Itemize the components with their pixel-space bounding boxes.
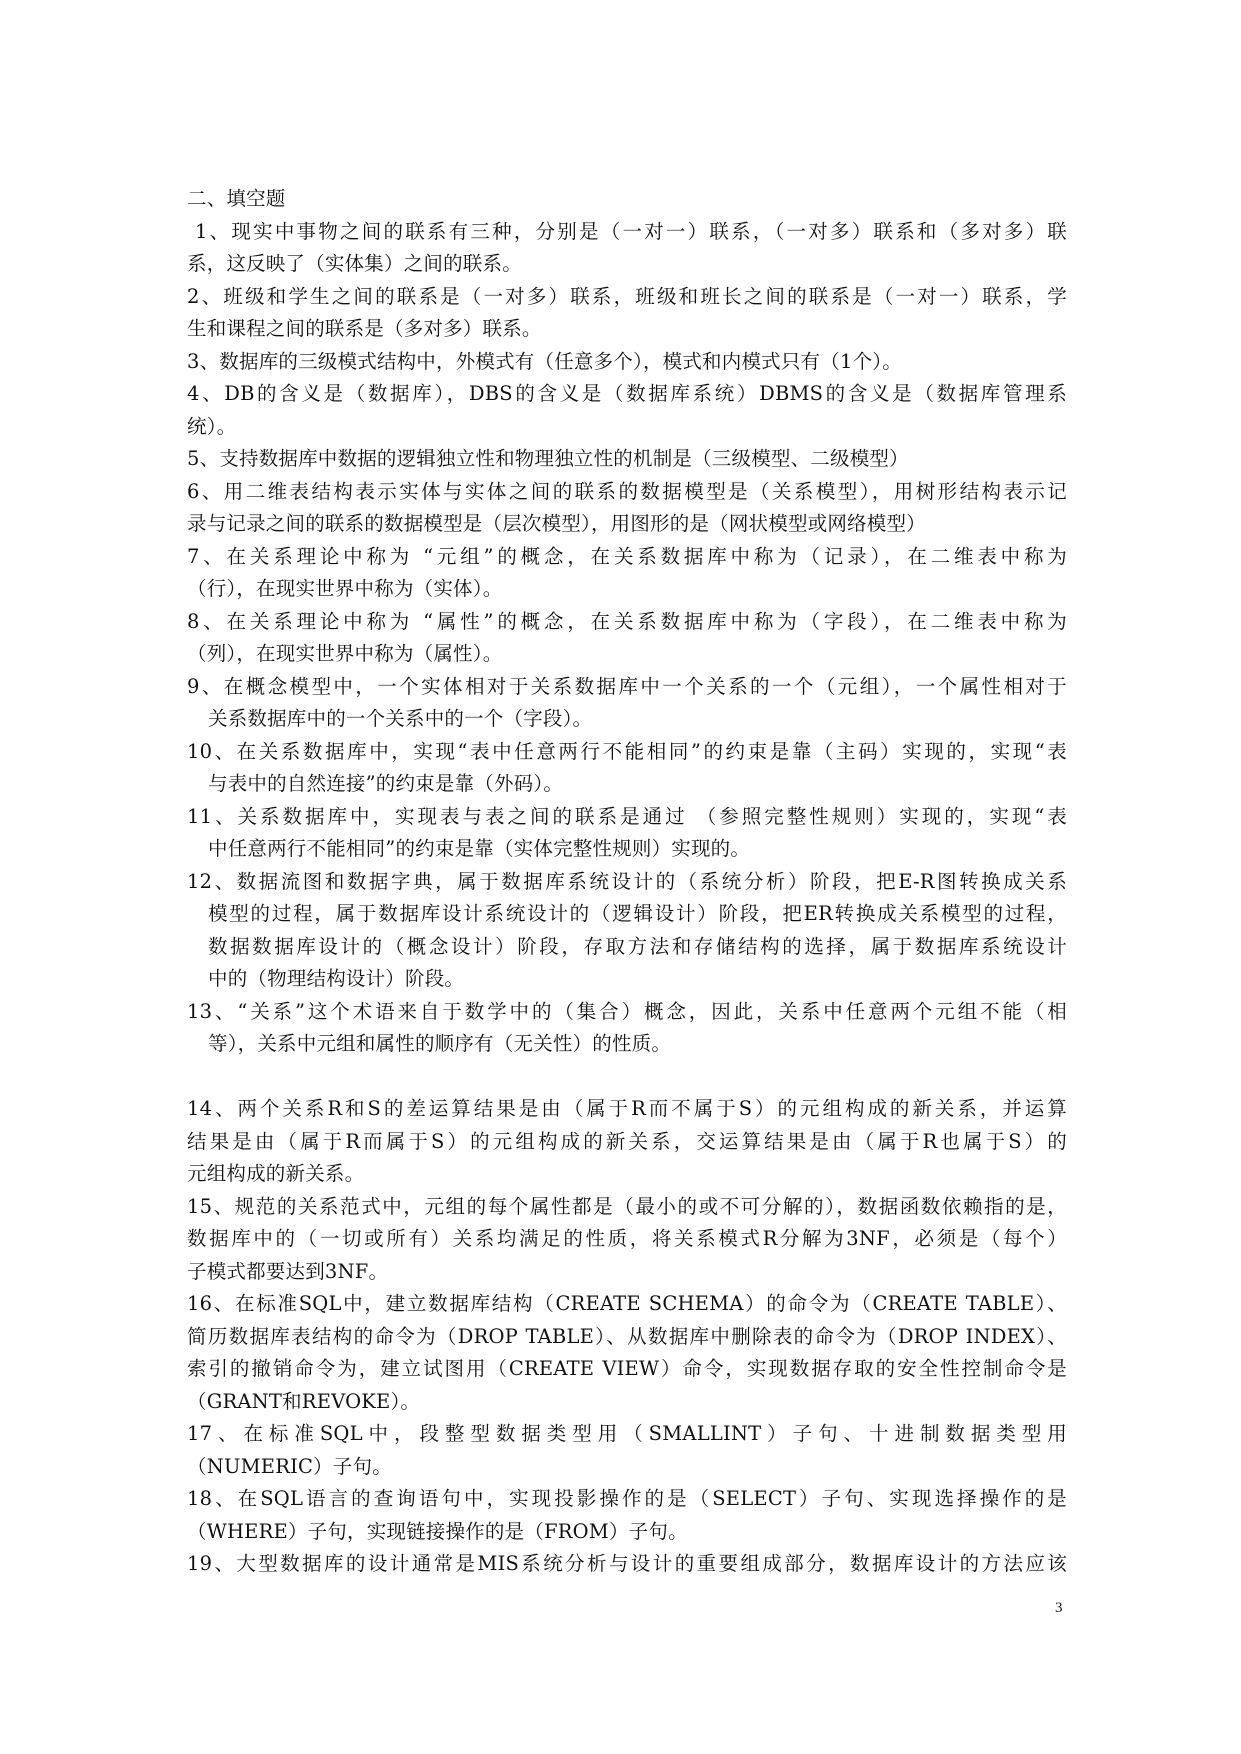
text-line: 1、现实中事物之间的联系有三种，分别是（一对一）联系，（一对多）联系和（多对多）联 (195, 219, 1067, 243)
text-line: （WHERE）子句，实现链接操作的是（FROM）子句。 (187, 1519, 688, 1543)
text-line: （GRANT和REVOKE）。 (187, 1389, 421, 1413)
text-line: 12、数据流图和数据字典，属于数据库系统设计的（系统分析）阶段，把E-R图转换成关系 (187, 869, 1067, 893)
text-line: 7、在关系理论中称为 “元组”的概念，在关系数据库中称为（记录），在二维表中称为 (187, 544, 1067, 568)
text-line: （行），在现实世界中称为（实体）。 (187, 577, 503, 600)
text-line: 10、在关系数据库中，实现“表中任意两行不能相同”的约束是靠（主码）实现的，实现“表 (187, 739, 1067, 763)
text-line: （列），在现实世界中称为（属性）。 (187, 642, 503, 665)
text-line: 等），关系中元组和属性的顺序有（无关性）的性质。 (208, 1032, 672, 1055)
text-line: 11、关系数据库中，实现表与表之间的联系是通过 （参照完整性规则）实现的，实现“表 (187, 804, 1067, 828)
text-line: 元组构成的新关系。 (187, 1162, 365, 1185)
text-line: 18、在SQL语言的查询语句中，实现投影操作的是（SELECT）子句、实现选择操作的是 (187, 1487, 1067, 1510)
text-line: 14、两个关系R和S的差运算结果是由（属于R而不属于S）的元组构成的新关系，并运算 (187, 1097, 1067, 1120)
text-line: 统）。 (187, 414, 237, 438)
text-line: 关系数据库中的一个关系中的一个（字段）。 (208, 707, 593, 730)
text-line: 系，这反映了（实体集）之间的联系。 (187, 252, 522, 275)
text-line: 数据数据库设计的（概念设计）阶段，存取方法和存储结构的选择，属于数据库系统设计 (208, 934, 1067, 958)
text-line: 与表中的自然连接”的约束是靠（外码）。 (208, 772, 564, 795)
section-heading: 二、填空题 (187, 187, 286, 210)
text-line: 8、在关系理论中称为 “属性”的概念，在关系数据库中称为（字段），在二维表中称为 (187, 609, 1067, 633)
text-line: 子模式都要达到3NF。 (187, 1259, 389, 1283)
text-line: 结果是由（属于R而属于S）的元组构成的新关系，交运算结果是由（属于R也属于S）的 (187, 1129, 1067, 1153)
text-line: 9、在概念模型中，一个实体相对于关系数据库中一个关系的一个（元组），一个属性相对于 (187, 674, 1067, 698)
text-line: 索引的撤销命令为，建立试图用（CREATE VIEW）命令，实现数据存取的安全性控制命令是 (187, 1357, 1067, 1380)
document-body (187, 183, 1067, 1581)
text-line: 数据库中的（一切或所有）关系均满足的性质，将关系模式R分解为3NF，必须是（每个） (187, 1227, 1067, 1250)
text-line: 5、支持数据库中数据的逻辑独立性和物理独立性的机制是（三级模型、二级模型） (187, 447, 909, 470)
text-line: （NUMERIC）子句。 (187, 1454, 392, 1478)
page-number: 3 (1055, 1600, 1063, 1616)
paragraph-gap (187, 1061, 1067, 1094)
text-line: 16、在标准SQL中，建立数据库结构（CREATE SCHEMA）的命令为（CREATE TABLE）、 (187, 1292, 1067, 1315)
text-line: 中的（物理结构设计）阶段。 (208, 967, 465, 990)
text-line: 17、在标准SQL中，段整型数据类型用（SMALLINT）子句、十进制数据类型用 (187, 1422, 1067, 1445)
text-line: 3、数据库的三级模式结构中，外模式有（任意多个），模式和内模式只有（1个）。 (187, 349, 902, 373)
text-line: 模型的过程，属于数据库设计系统设计的（逻辑设计）阶段，把ER转换成关系模型的过程， (208, 902, 1067, 925)
text-line: 15、规范的关系范式中，元组的每个属性都是（最小的或不可分解的），数据函数依赖指的是， (187, 1194, 1067, 1218)
text-line: 4、DB的含义是（数据库），DBS的含义是（数据库系统）DBMS的含义是（数据库管理系 (187, 382, 1067, 405)
text-line: 录与记录之间的联系的数据模型是（层次模型），用图形的是（网状模型或网络模型） (187, 512, 926, 535)
text-line: 简历数据库表结构的命令为（DROP TABLE）、从数据库中删除表的命令为（DROP INDEX）、 (187, 1324, 1067, 1348)
text-line: 生和课程之间的联系是（多对多）联系。 (187, 317, 542, 340)
text-line: 19、大型数据库的设计通常是MIS系统分析与设计的重要组成部分，数据库设计的方法应该 (187, 1552, 1067, 1575)
text-line: 2、班级和学生之间的联系是（一对多）联系，班级和班长之间的联系是（一对一）联系，学 (187, 284, 1067, 308)
text-line: 13、“关系”这个术语来自于数学中的（集合）概念，因此，关系中任意两个元组不能（相 (187, 999, 1067, 1023)
text-line: 中任意两行不能相同”的约束是靠（实体完整性规则）实现的。 (208, 837, 751, 860)
text-line: 6、用二维表结构表示实体与实体之间的联系的数据模型是（关系模型），用树形结构表示记 (187, 479, 1067, 503)
